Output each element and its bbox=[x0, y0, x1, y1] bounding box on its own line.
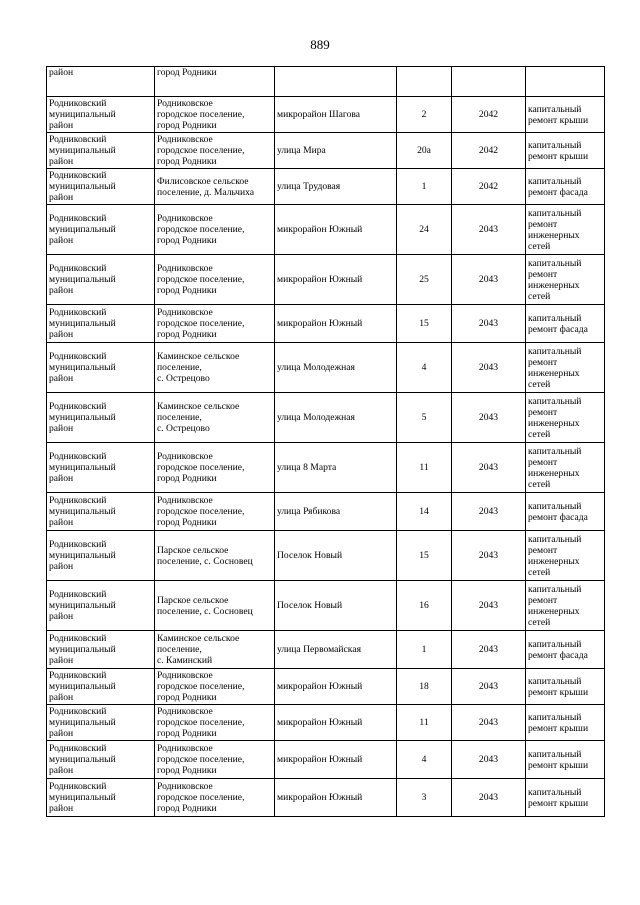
cell-district: Родниковский муниципальный район bbox=[47, 443, 155, 493]
cell-house-number: 3 bbox=[397, 779, 452, 817]
cell-district: Родниковский муниципальный район bbox=[47, 493, 155, 531]
cell-work-type: капитальный ремонт фасада bbox=[526, 493, 605, 531]
cell-year: 2043 bbox=[452, 705, 526, 741]
cell-settlement: Родниковское городское поселение, город Родники bbox=[155, 255, 275, 305]
cell-house-number: 15 bbox=[397, 531, 452, 581]
cell-street: улица Молодежная bbox=[275, 343, 397, 393]
cell-year: 2043 bbox=[452, 205, 526, 255]
cell-street: улица Первомайская bbox=[275, 631, 397, 669]
table-row bbox=[47, 97, 605, 133]
cell-work-type: капитальный ремонт крыши bbox=[526, 705, 605, 741]
housing-repair-table bbox=[46, 66, 605, 817]
cell-district: Родниковский муниципальный район bbox=[47, 305, 155, 343]
cell-house-number: 25 bbox=[397, 255, 452, 305]
cell-settlement: Родниковское городское поселение, город Родники bbox=[155, 493, 275, 531]
cell-house-number: 18 bbox=[397, 669, 452, 705]
page-number: 889 bbox=[310, 37, 330, 52]
cell-year: 2042 bbox=[452, 169, 526, 205]
cell-settlement: Родниковское городское поселение, город Родники bbox=[155, 205, 275, 255]
cell-year: 2043 bbox=[452, 443, 526, 493]
cell-district: Родниковский муниципальный район bbox=[47, 97, 155, 133]
table-row bbox=[47, 343, 605, 393]
cell-street: микрорайон Южный bbox=[275, 779, 397, 817]
table-row bbox=[47, 493, 605, 531]
cell-street: микрорайон Южный bbox=[275, 705, 397, 741]
table-row bbox=[47, 393, 605, 443]
cell-house-number: 1 bbox=[397, 169, 452, 205]
cell-street: микрорайон Южный bbox=[275, 741, 397, 779]
cell-street: Поселок Новый bbox=[275, 581, 397, 631]
cell-district: Родниковский муниципальный район bbox=[47, 205, 155, 255]
cell-settlement: Каминское сельское поселение, с. Острецово bbox=[155, 343, 275, 393]
cell-street: Поселок Новый bbox=[275, 531, 397, 581]
cell-street: микрорайон Шагова bbox=[275, 97, 397, 133]
cell-house-number: 4 bbox=[397, 741, 452, 779]
cell-settlement: Родниковское городское поселение, город Родники bbox=[155, 133, 275, 169]
cell-work-type: капитальный ремонт фасада bbox=[526, 631, 605, 669]
table-row bbox=[47, 205, 605, 255]
cell-work-type: капитальный ремонт инженерных сетей bbox=[526, 581, 605, 631]
cell-street: улица Мира bbox=[275, 133, 397, 169]
table-row bbox=[47, 133, 605, 169]
cell-house-number: 2 bbox=[397, 97, 452, 133]
cell-district: Родниковский муниципальный район bbox=[47, 343, 155, 393]
cell-settlement: Родниковское городское поселение, город Родники bbox=[155, 97, 275, 133]
cell-district: Родниковский муниципальный район bbox=[47, 705, 155, 741]
cell-year: 2042 bbox=[452, 133, 526, 169]
cell-district: Родниковский муниципальный район bbox=[47, 169, 155, 205]
cell-work-type: капитальный ремонт инженерных сетей bbox=[526, 255, 605, 305]
cell-work-type: капитальный ремонт фасада bbox=[526, 169, 605, 205]
table-row bbox=[47, 169, 605, 205]
cell-district: Родниковский муниципальный район bbox=[47, 741, 155, 779]
cell-district: Родниковский муниципальный район bbox=[47, 581, 155, 631]
cell-year: 2043 bbox=[452, 255, 526, 305]
table-row bbox=[47, 581, 605, 631]
cell-year: 2043 bbox=[452, 669, 526, 705]
cell-settlement: Родниковское городское поселение, город Родники bbox=[155, 305, 275, 343]
cell-street: микрорайон Южный bbox=[275, 205, 397, 255]
cell-work-type: капитальный ремонт инженерных сетей bbox=[526, 393, 605, 443]
cell-work-type: капитальный ремонт крыши bbox=[526, 741, 605, 779]
cell-house-number: 11 bbox=[397, 705, 452, 741]
cell-street bbox=[275, 67, 397, 97]
cell-house-number: 1 bbox=[397, 631, 452, 669]
cell-house-number: 16 bbox=[397, 581, 452, 631]
cell-settlement: город Родники bbox=[155, 67, 275, 97]
cell-year: 2042 bbox=[452, 97, 526, 133]
cell-work-type: капитальный ремонт крыши bbox=[526, 669, 605, 705]
cell-district: Родниковский муниципальный район bbox=[47, 393, 155, 443]
cell-house-number: 5 bbox=[397, 393, 452, 443]
cell-street: микрорайон Южный bbox=[275, 669, 397, 705]
cell-district: район bbox=[47, 67, 155, 97]
cell-street: улица Молодежная bbox=[275, 393, 397, 443]
cell-year: 2043 bbox=[452, 779, 526, 817]
table-row bbox=[47, 255, 605, 305]
cell-year: 2043 bbox=[452, 393, 526, 443]
cell-house-number: 14 bbox=[397, 493, 452, 531]
cell-district: Родниковский муниципальный район bbox=[47, 133, 155, 169]
cell-house-number: 15 bbox=[397, 305, 452, 343]
table-body bbox=[47, 67, 605, 817]
cell-work-type: капитальный ремонт инженерных сетей bbox=[526, 443, 605, 493]
cell-house-number: 11 bbox=[397, 443, 452, 493]
cell-district: Родниковский муниципальный район bbox=[47, 531, 155, 581]
cell-work-type: капитальный ремонт инженерных сетей bbox=[526, 205, 605, 255]
table-row bbox=[47, 443, 605, 493]
cell-year bbox=[452, 67, 526, 97]
table-row bbox=[47, 531, 605, 581]
table-row bbox=[47, 305, 605, 343]
cell-settlement: Каминское сельское поселение, с. Каминский bbox=[155, 631, 275, 669]
cell-year: 2043 bbox=[452, 343, 526, 393]
cell-house-number: 20а bbox=[397, 133, 452, 169]
cell-street: микрорайон Южный bbox=[275, 305, 397, 343]
cell-settlement: Каминское сельское поселение, с. Острецово bbox=[155, 393, 275, 443]
cell-house-number: 4 bbox=[397, 343, 452, 393]
cell-work-type: капитальный ремонт фасада bbox=[526, 305, 605, 343]
cell-street: микрорайон Южный bbox=[275, 255, 397, 305]
cell-street: улица 8 Марта bbox=[275, 443, 397, 493]
table-row bbox=[47, 669, 605, 705]
cell-work-type: капитальный ремонт крыши bbox=[526, 779, 605, 817]
cell-settlement: Парское сельское поселение, с. Сосновец bbox=[155, 581, 275, 631]
cell-settlement: Парское сельское поселение, с. Сосновец bbox=[155, 531, 275, 581]
cell-work-type: капитальный ремонт крыши bbox=[526, 133, 605, 169]
cell-settlement: Родниковское городское поселение, город Родники bbox=[155, 741, 275, 779]
cell-work-type: капитальный ремонт крыши bbox=[526, 97, 605, 133]
cell-work-type bbox=[526, 67, 605, 97]
cell-year: 2043 bbox=[452, 305, 526, 343]
table-row bbox=[47, 67, 605, 97]
cell-settlement: Родниковское городское поселение, город Родники bbox=[155, 779, 275, 817]
cell-year: 2043 bbox=[452, 631, 526, 669]
cell-street: улица Трудовая bbox=[275, 169, 397, 205]
table-row bbox=[47, 705, 605, 741]
cell-settlement: Родниковское городское поселение, город Родники bbox=[155, 705, 275, 741]
cell-settlement: Родниковское городское поселение, город Родники bbox=[155, 443, 275, 493]
cell-house-number bbox=[397, 67, 452, 97]
cell-settlement: Филисовское сельское поселение, д. Мальчиха bbox=[155, 169, 275, 205]
table-row bbox=[47, 631, 605, 669]
cell-house-number: 24 bbox=[397, 205, 452, 255]
cell-work-type: капитальный ремонт инженерных сетей bbox=[526, 531, 605, 581]
cell-year: 2043 bbox=[452, 493, 526, 531]
cell-street: улица Рябикова bbox=[275, 493, 397, 531]
table-row bbox=[47, 779, 605, 817]
cell-district: Родниковский муниципальный район bbox=[47, 255, 155, 305]
cell-year: 2043 bbox=[452, 531, 526, 581]
cell-year: 2043 bbox=[452, 581, 526, 631]
cell-settlement: Родниковское городское поселение, город Родники bbox=[155, 669, 275, 705]
cell-district: Родниковский муниципальный район bbox=[47, 669, 155, 705]
cell-district: Родниковский муниципальный район bbox=[47, 779, 155, 817]
cell-district: Родниковский муниципальный район bbox=[47, 631, 155, 669]
table-row bbox=[47, 741, 605, 779]
cell-year: 2043 bbox=[452, 741, 526, 779]
cell-work-type: капитальный ремонт инженерных сетей bbox=[526, 343, 605, 393]
